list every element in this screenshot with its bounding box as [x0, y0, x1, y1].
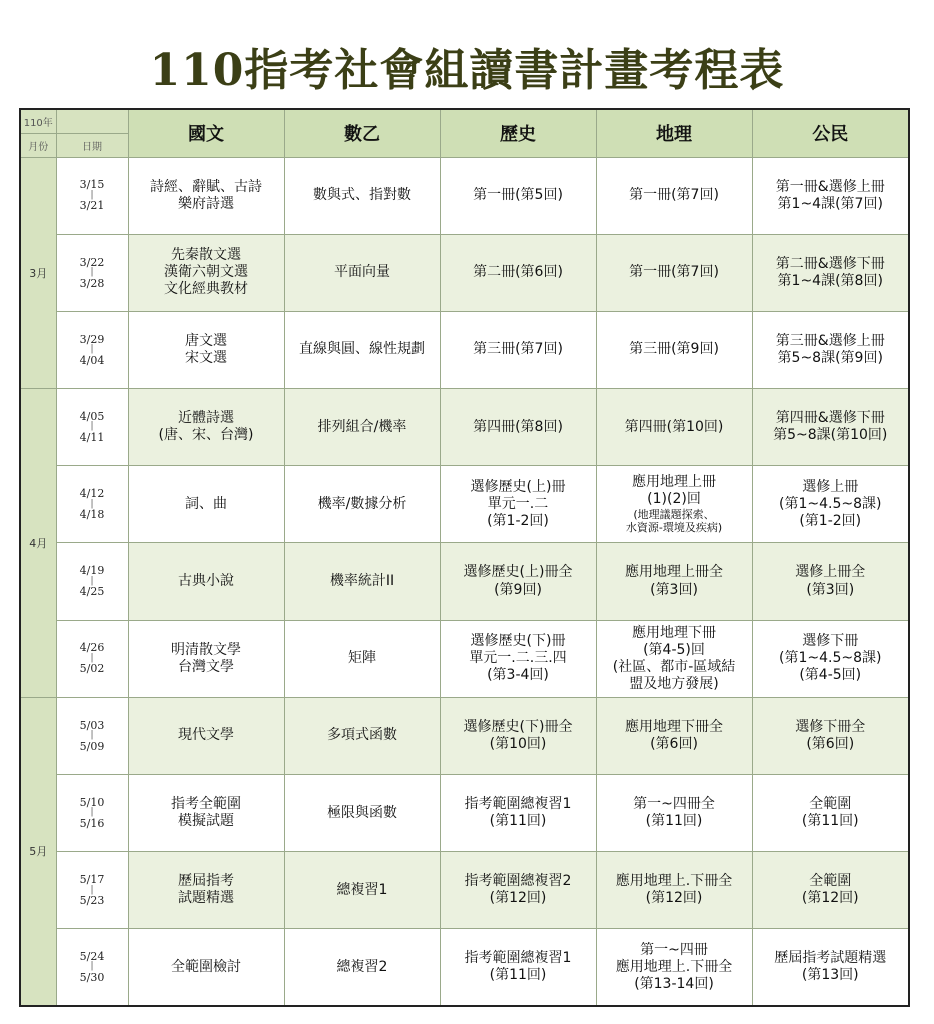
plan-cell-line: 漢衛六朝文選 — [164, 264, 248, 281]
plan-cell-line: 第一冊(第7回) — [629, 264, 719, 281]
plan-cell-civics — [752, 466, 909, 543]
date-end: 3/21 — [79, 199, 105, 213]
plan-cell-geography — [596, 311, 752, 388]
plan-cell-math-b — [284, 774, 440, 851]
plan-cell-line: 第1~4課(第7回) — [777, 195, 883, 212]
plan-cell-line: 數與式、指對數 — [313, 187, 411, 204]
plan-cell-line: (第1~4.5~8課) — [779, 650, 882, 667]
date-start: 5/03 — [79, 718, 105, 732]
plan-cell-history — [440, 852, 596, 929]
date-separator: | — [90, 652, 94, 663]
page-title: 110指考社會組讀書計畫考程表 — [149, 45, 785, 96]
plan-cell-geography — [596, 929, 752, 1006]
plan-cell-line: 指考範圍總複習1 — [464, 795, 572, 812]
plan-cell-line: (1)(2)回 — [647, 490, 701, 507]
plan-cell-civics — [752, 234, 909, 311]
date-end: 3/28 — [79, 276, 105, 290]
plan-cell-math-b — [284, 157, 440, 234]
date-start: 3/15 — [79, 178, 105, 192]
plan-cell-line: 近體詩選 — [178, 410, 234, 427]
plan-cell-line: 全範圍檢討 — [171, 958, 241, 975]
plan-cell-line: 明清散文學 — [171, 641, 241, 658]
date-separator: | — [90, 575, 94, 586]
plan-cell-line: 全範圍 — [809, 873, 852, 890]
month-column-header: 月份 — [20, 133, 56, 157]
plan-cell-line: 應用地理下冊 — [632, 624, 716, 641]
plan-cell-math-b — [284, 466, 440, 543]
plan-cell-line: 第四冊&選修下冊 — [775, 410, 885, 427]
plan-cell-chinese — [128, 157, 284, 234]
plan-cell-history — [440, 157, 596, 234]
table-row — [20, 852, 909, 929]
table-row — [20, 697, 909, 774]
plan-cell-math-b — [284, 852, 440, 929]
plan-cell-line: 台灣文學 — [178, 658, 234, 675]
plan-cell-line: 第三冊(第9回) — [629, 341, 719, 358]
plan-cell-line: (第1~4.5~8課) — [779, 495, 882, 512]
plan-cell-geography — [596, 620, 752, 697]
plan-cell-line: (第3回) — [650, 581, 698, 598]
plan-cell-geography — [596, 543, 752, 620]
plan-cell-line: (第12回) — [489, 890, 547, 907]
date-separator: | — [90, 344, 94, 355]
plan-cell-line: (第9回) — [494, 581, 542, 598]
plan-cell-geography — [596, 852, 752, 929]
plan-cell-chinese — [128, 620, 284, 697]
plan-cell-chinese — [128, 311, 284, 388]
plan-cell-chinese — [128, 697, 284, 774]
date-end: 4/11 — [79, 430, 105, 444]
date-start: 4/12 — [79, 487, 105, 501]
plan-cell-line: (第10回) — [489, 735, 547, 752]
date-range-cell — [56, 620, 128, 697]
plan-cell-line: (第13回) — [801, 967, 859, 984]
table-row — [20, 234, 909, 311]
date-range-cell — [56, 852, 128, 929]
subject-header-math-b: 數乙 — [284, 109, 440, 157]
plan-cell-line: 第5~8課(第10回) — [773, 427, 888, 444]
plan-cell-line: 矩陣 — [348, 650, 376, 667]
plan-cell-line: 選修下冊 — [802, 633, 859, 650]
date-end: 5/16 — [79, 816, 105, 830]
plan-cell-line: 第一冊(第5回) — [473, 187, 563, 204]
date-end: 5/23 — [79, 893, 105, 907]
date-start: 4/05 — [79, 409, 105, 423]
date-range-cell — [56, 311, 128, 388]
date-separator: | — [90, 807, 94, 818]
date-separator: | — [90, 267, 94, 278]
plan-cell-line: 第四冊(第8回) — [473, 418, 563, 435]
plan-cell-line: (第1-2回) — [799, 512, 862, 529]
table-row — [20, 774, 909, 851]
plan-cell-line: 水資源-環境及疾病) — [625, 521, 723, 535]
plan-cell-line: 宋文選 — [185, 350, 227, 367]
date-separator: | — [90, 730, 94, 741]
plan-cell-line: 機率/數據分析 — [317, 495, 407, 512]
table-row — [20, 466, 909, 543]
date-range-cell — [56, 466, 128, 543]
plan-cell-line: 先秦散文選 — [171, 247, 241, 264]
plan-cell-chinese — [128, 389, 284, 466]
date-range-cell — [56, 929, 128, 1006]
plan-cell-history — [440, 234, 596, 311]
date-end: 5/02 — [79, 662, 105, 676]
plan-cell-line: 現代文學 — [178, 727, 234, 744]
plan-cell-line: 第二冊(第6回) — [473, 264, 563, 281]
plan-cell-line: 唐文選 — [185, 332, 227, 349]
plan-cell-line: 詩經、辭賦、古詩 — [150, 178, 262, 195]
plan-cell-civics — [752, 389, 909, 466]
plan-cell-line: (社區、都市-區域結 — [612, 658, 736, 675]
plan-cell-line: 選修歷史(上)冊全 — [463, 564, 573, 581]
plan-cell-line: 模擬試題 — [178, 813, 234, 830]
date-start: 5/10 — [79, 795, 105, 809]
table-row — [20, 620, 909, 697]
date-separator: | — [90, 498, 94, 509]
plan-cell-line: (第12回) — [801, 890, 859, 907]
plan-cell-line: 直線與圓、線性規劃 — [299, 341, 425, 358]
plan-cell-line: 第一冊&選修上冊 — [775, 178, 885, 195]
plan-cell-line: 平面向量 — [334, 264, 390, 281]
date-separator: | — [90, 961, 94, 972]
plan-cell-history — [440, 543, 596, 620]
plan-cell-line: 第一~四冊全 — [633, 795, 715, 812]
plan-cell-line: (第11回) — [489, 813, 547, 830]
study-plan-table — [19, 108, 910, 1007]
plan-cell-math-b — [284, 929, 440, 1006]
plan-cell-line: 第三冊&選修上冊 — [775, 332, 885, 349]
date-start: 4/19 — [79, 564, 105, 578]
plan-cell-math-b — [284, 697, 440, 774]
plan-cell-history — [440, 774, 596, 851]
plan-cell-line: 第三冊(第7回) — [473, 341, 563, 358]
month-cell: 4月 — [20, 389, 56, 698]
date-separator: | — [90, 884, 94, 895]
table-row — [20, 929, 909, 1006]
plan-cell-line: 應用地理上.下冊全 — [615, 958, 733, 975]
plan-cell-line: 歷屆指考 — [178, 873, 234, 890]
plan-cell-civics — [752, 852, 909, 929]
plan-cell-line: 應用地理下冊全 — [625, 718, 723, 735]
plan-cell-civics — [752, 620, 909, 697]
header-row-top — [20, 109, 909, 133]
date-end: 4/25 — [79, 585, 105, 599]
plan-cell-chinese — [128, 234, 284, 311]
subject-header-history: 歷史 — [440, 109, 596, 157]
plan-cell-line: 歷屆指考試題精選 — [774, 950, 887, 967]
date-end: 5/09 — [79, 739, 105, 753]
date-end: 4/04 — [79, 353, 105, 367]
date-start: 4/26 — [79, 641, 105, 655]
plan-cell-line: (第3回) — [806, 581, 855, 598]
plan-cell-line: 總複習2 — [336, 958, 388, 975]
plan-cell-line: 多項式函數 — [327, 727, 397, 744]
plan-cell-line: 單元一.二.三.四 — [469, 650, 567, 667]
plan-cell-line: 總複習1 — [336, 881, 388, 898]
table-row — [20, 311, 909, 388]
plan-cell-line: 試題精選 — [178, 890, 234, 907]
plan-cell-line: (第11回) — [645, 813, 703, 830]
date-separator: | — [90, 189, 94, 200]
plan-cell-math-b — [284, 389, 440, 466]
plan-cell-line: (第6回) — [806, 735, 855, 752]
plan-cell-civics — [752, 697, 909, 774]
plan-cell-chinese — [128, 929, 284, 1006]
plan-cell-civics — [752, 774, 909, 851]
date-start: 5/24 — [79, 949, 105, 963]
plan-cell-civics — [752, 311, 909, 388]
month-cell: 3月 — [20, 157, 56, 389]
plan-cell-math-b — [284, 543, 440, 620]
plan-cell-line: (唐、宋、台灣) — [158, 427, 254, 444]
date-range-cell — [56, 157, 128, 234]
plan-cell-line: 指考範圍總複習2 — [464, 873, 572, 890]
plan-cell-line: 機率統計II — [329, 573, 395, 589]
plan-cell-chinese — [128, 466, 284, 543]
plan-cell-geography — [596, 466, 752, 543]
table-row — [20, 157, 909, 234]
plan-cell-history — [440, 620, 596, 697]
plan-cell-geography — [596, 774, 752, 851]
plan-cell-history — [440, 929, 596, 1006]
header-spacer — [56, 109, 128, 133]
plan-cell-line: 選修上冊全 — [795, 564, 866, 581]
plan-cell-line: 選修歷史(下)冊 — [470, 633, 566, 650]
date-start: 3/29 — [79, 332, 105, 346]
date-range-cell — [56, 234, 128, 311]
plan-cell-math-b — [284, 311, 440, 388]
plan-cell-civics — [752, 157, 909, 234]
plan-cell-line: 選修歷史(下)冊全 — [463, 718, 573, 735]
plan-cell-line: (第4-5回) — [799, 667, 862, 684]
plan-cell-chinese — [128, 852, 284, 929]
plan-cell-line: 文化經典教材 — [164, 281, 248, 298]
plan-cell-line: 樂府詩選 — [178, 195, 234, 212]
plan-cell-line: 單元一.二 — [487, 495, 549, 512]
date-start: 5/17 — [79, 872, 105, 886]
plan-cell-history — [440, 466, 596, 543]
plan-cell-line: (第6回) — [650, 735, 698, 752]
plan-cell-line: 第1~4課(第8回) — [777, 272, 883, 289]
plan-cell-line: 全範圍 — [809, 795, 852, 812]
date-range-cell — [56, 774, 128, 851]
plan-cell-geography — [596, 234, 752, 311]
plan-cell-line: 選修下冊全 — [795, 718, 866, 735]
plan-cell-line: 排列組合/機率 — [317, 418, 407, 435]
subject-header-geography: 地理 — [596, 109, 752, 157]
plan-cell-history — [440, 311, 596, 388]
plan-cell-geography — [596, 157, 752, 234]
plan-cell-line: 選修上冊 — [802, 478, 859, 495]
plan-cell-line: (第1-2回) — [487, 512, 549, 529]
date-separator: | — [90, 421, 94, 432]
plan-cell-line: (地理議題探索、 — [633, 508, 715, 522]
table-row — [20, 389, 909, 466]
plan-cell-line: 第二冊&選修下冊 — [775, 255, 885, 272]
plan-cell-line: (第13-14回) — [634, 975, 714, 992]
plan-cell-geography — [596, 389, 752, 466]
plan-cell-history — [440, 697, 596, 774]
date-range-cell — [56, 389, 128, 466]
table-row — [20, 543, 909, 620]
plan-cell-line: (第3-4回) — [487, 667, 549, 684]
plan-cell-civics — [752, 929, 909, 1006]
date-range-cell — [56, 543, 128, 620]
date-start: 3/22 — [79, 255, 105, 269]
plan-cell-line: 指考範圍總複習1 — [464, 950, 572, 967]
year-label: 110年 — [20, 109, 56, 133]
plan-cell-math-b — [284, 620, 440, 697]
plan-cell-line: 第5~8課(第9回) — [777, 350, 883, 367]
plan-cell-line: 古典小說 — [178, 573, 234, 589]
plan-cell-line: 第四冊(第10回) — [624, 418, 724, 435]
plan-cell-line: 盟及地方發展) — [629, 675, 719, 692]
plan-cell-line: 極限與函數 — [327, 804, 397, 821]
month-cell: 5月 — [20, 697, 56, 1006]
plan-cell-line: 第一冊(第7回) — [629, 187, 719, 204]
subject-header-chinese: 國文 — [128, 109, 284, 157]
plan-cell-line: 第一~四冊 — [640, 941, 708, 958]
plan-cell-chinese — [128, 774, 284, 851]
plan-cell-line: 應用地理上冊全 — [625, 564, 723, 581]
plan-cell-line: 指考全範圍 — [171, 795, 241, 812]
date-range-cell — [56, 697, 128, 774]
date-column-header: 日期 — [56, 133, 128, 157]
date-end: 5/30 — [79, 970, 105, 984]
plan-cell-line: (第12回) — [645, 890, 703, 907]
plan-cell-line: 詞、曲 — [185, 495, 227, 512]
plan-cell-line: (第4-5)回 — [643, 641, 705, 658]
plan-cell-line: 應用地理上.下冊全 — [615, 873, 733, 890]
plan-cell-math-b — [284, 234, 440, 311]
plan-cell-line: (第11回) — [489, 967, 547, 984]
plan-cell-geography — [596, 697, 752, 774]
date-end: 4/18 — [79, 508, 105, 522]
plan-cell-line: 選修歷史(上)冊 — [470, 478, 566, 495]
plan-cell-line: 應用地理上冊 — [632, 473, 716, 490]
plan-cell-civics — [752, 543, 909, 620]
plan-cell-chinese — [128, 543, 284, 620]
plan-cell-history — [440, 389, 596, 466]
subject-header-civics: 公民 — [752, 109, 909, 157]
plan-cell-line: (第11回) — [801, 813, 859, 830]
